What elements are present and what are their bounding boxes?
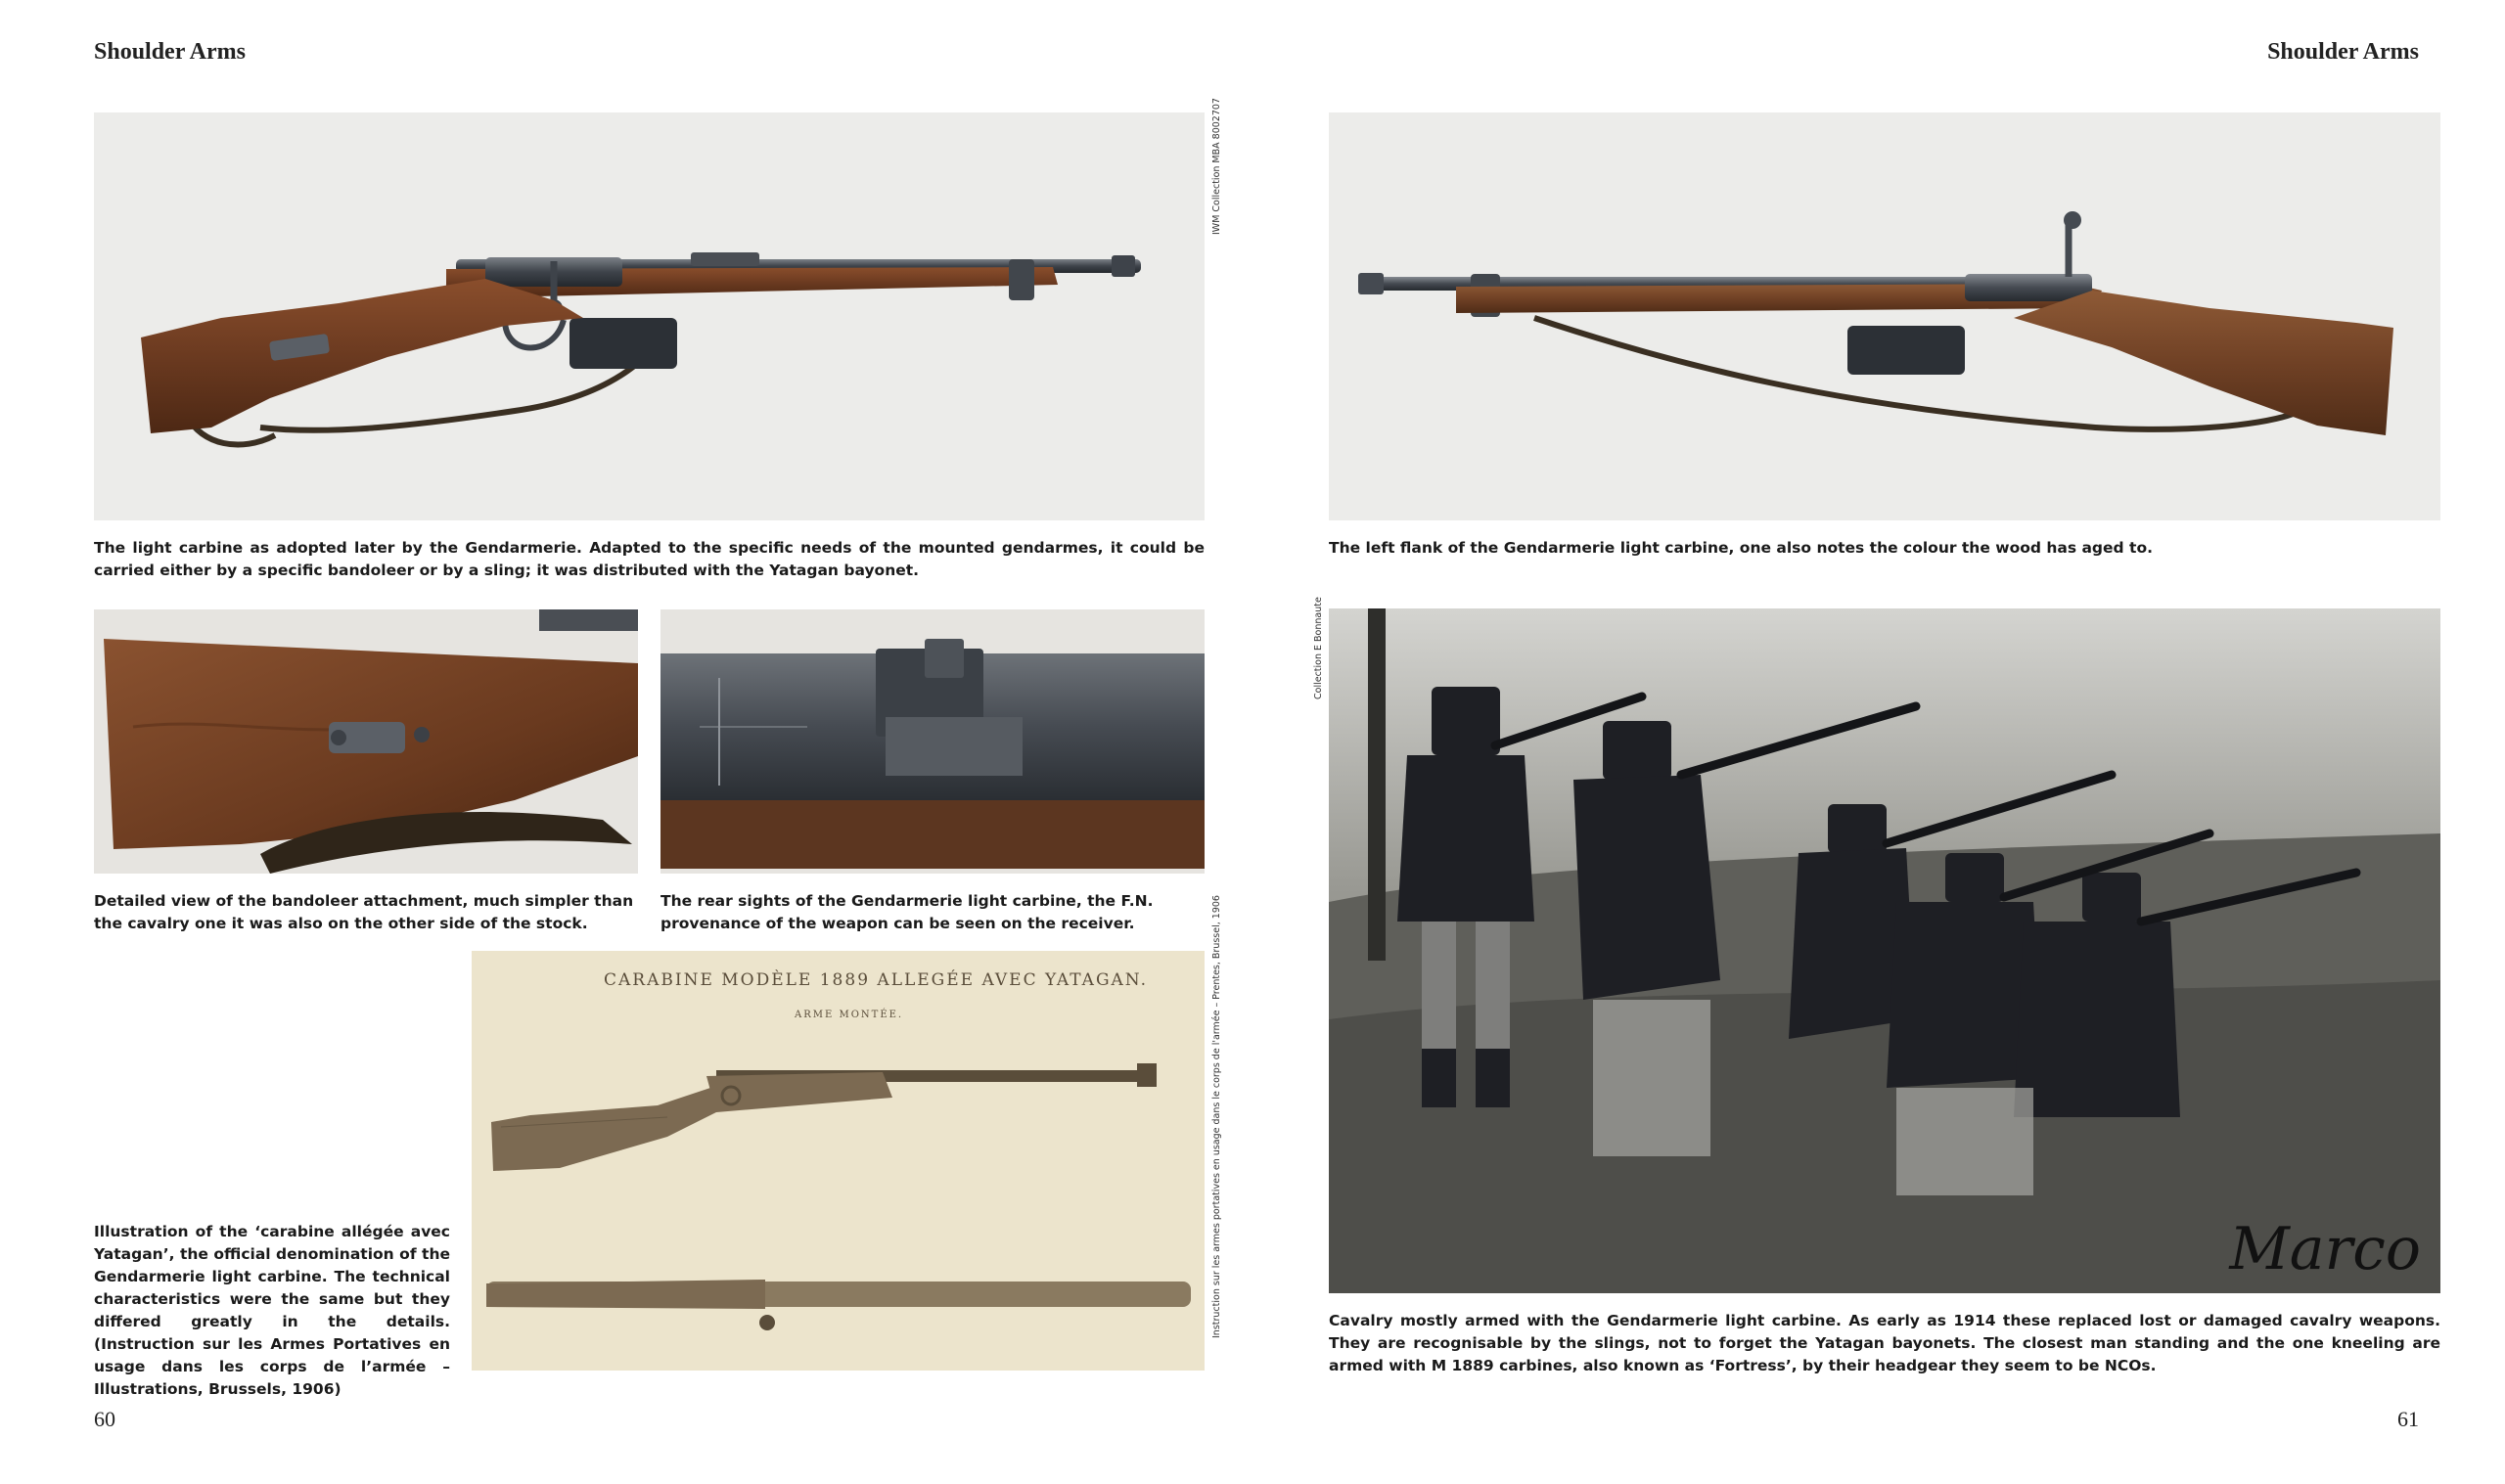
credit-iwm: IWM Collection MBA 8002707 bbox=[1211, 98, 1222, 235]
caption-cavalry-photo: Cavalry mostly armed with the Gendarmerie light carbine. As early as 1914 these replaced lost or damaged cavalry weapons. They are recognisable by the slings, not to forget the Yatagan bayonets. The closest man standing and the one kneeling are armed with M 1889 carbines, also known as ‘Fortress’, by their headgear they seem to be NCOs. bbox=[1329, 1312, 2440, 1374]
plate-subtitle: ARME MONTÉE. bbox=[795, 1010, 904, 1020]
caption-illustration: Illustration of the ‘carabine allégée avec Yatagan’, the official denomination of the Gendarmerie light carbine. The technical characteristics were the same but they differed greatly in the details. (Instruction sur les Armes Portatives en usage dans les corps de l’armée – Illustrations, Brussels, 1906) bbox=[94, 1223, 450, 1398]
caption-carbine-right-flank: The light carbine as adopted later by the Gendarmerie. Adapted to the specific needs of the mounted gendarmes, it could be carried either by a specific bandoleer or by a sling; it was distributed with the Yatagan bayonet. bbox=[94, 539, 1205, 579]
photo-cavalry-firing-line bbox=[1329, 608, 2440, 1293]
running-head-right: Shoulder Arms bbox=[2267, 39, 2419, 65]
credit-instruction: Instruction sur les armes portatives en usage dans le corps de l'armée – Prentes, Brussel, 1906 bbox=[1211, 895, 1222, 1338]
running-head-left: Shoulder Arms bbox=[94, 39, 246, 65]
caption-rear-sights: The rear sights of the Gendarmerie light carbine, the F.N. provenance of the weapon can be seen on the receiver. bbox=[660, 892, 1154, 932]
credit-collection: Collection E Bonnaute bbox=[1313, 597, 1324, 699]
photo-bandoleer-detail bbox=[94, 609, 638, 874]
page-number-right: 61 bbox=[2397, 1407, 2419, 1431]
photo-carbine-left-flank bbox=[1329, 112, 2440, 520]
illustration-plate bbox=[472, 951, 1205, 1371]
photo-carbine-right-flank bbox=[94, 112, 1205, 520]
page-number-left: 60 bbox=[94, 1407, 115, 1431]
caption-carbine-left-flank: The left flank of the Gendarmerie light carbine, one also notes the colour the wood has aged to. bbox=[1329, 539, 2153, 557]
caption-bandoleer-detail: Detailed view of the bandoleer attachment, much simpler than the cavalry one it was also on the other side of the stock. bbox=[94, 892, 634, 932]
photo-signature: Marco bbox=[2229, 1215, 2421, 1283]
photo-rear-sights bbox=[660, 609, 1205, 874]
plate-title: CARABINE MODÈLE 1889 ALLEGÉE AVEC YATAGAN. bbox=[604, 970, 1148, 990]
